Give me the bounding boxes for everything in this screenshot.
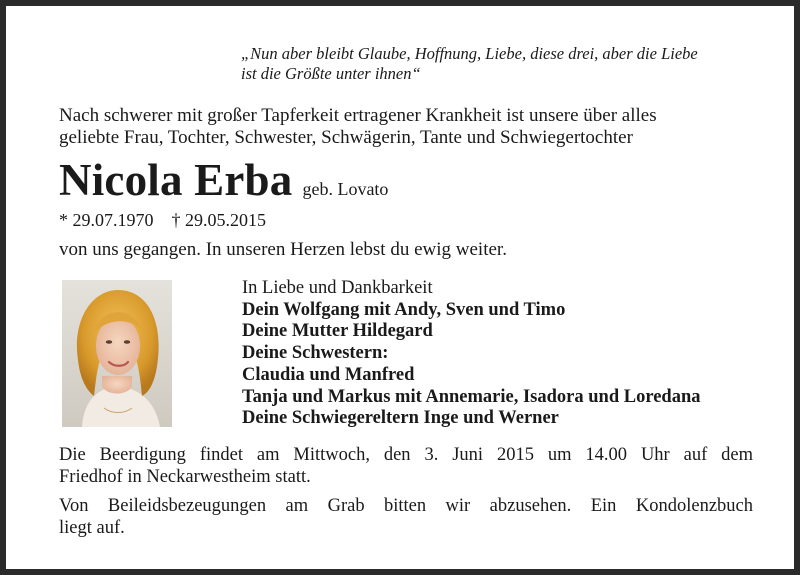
signoff-intro: In Liebe und Dankbarkeit <box>242 278 433 298</box>
condolence-notice <box>59 495 753 539</box>
mourner-line: Deine Schwiegereltern Inge und Werner <box>242 408 559 429</box>
quote-line-2: ist die Größte unter ihnen“ <box>241 64 421 83</box>
intro-line-2: geliebte Frau, Tochter, Schwester, Schwägerin, Tante und Schwiegertochter <box>59 127 633 148</box>
funeral-line-1: Die Beerdigung findet am Mittwoch, den 3. Juni 2015 um 14.00 Uhr auf dem <box>59 445 753 465</box>
condolence-line-2: liegt auf. <box>59 518 125 538</box>
deceased-name: Nicola Erba <box>59 155 293 205</box>
passed-away-text: von uns gegangen. In unseren Herzen lebst du ewig weiter. <box>59 239 507 260</box>
intro-line-1: Nach schwerer mit großer Tapferkeit ertragener Krankheit ist unsere über alles <box>59 105 657 126</box>
mourner-line: Deine Mutter Hildegard <box>242 321 433 342</box>
death-date: † 29.05.2015 <box>171 210 266 230</box>
mourner-line: Deine Schwestern: <box>242 343 389 364</box>
mourner-line: Dein Wolfgang mit Andy, Sven und Timo <box>242 299 566 320</box>
intro-text <box>59 105 759 149</box>
bible-quote <box>241 44 761 84</box>
mourner-line: Claudia und Manfred <box>242 364 415 385</box>
deceased-heading <box>59 152 388 208</box>
birth-date: * 29.07.1970 <box>59 210 154 230</box>
maiden-name: geb. Lovato <box>302 179 389 199</box>
condolence-line-1: Von Beileidsbezeugungen am Grab bitten wir abzusehen. Ein Kondolenzbuch <box>59 496 753 516</box>
funeral-line-2: Friedhof in Neckarwestheim statt. <box>59 467 311 487</box>
funeral-notice <box>59 444 753 488</box>
portrait-photo <box>62 280 172 427</box>
life-dates <box>59 209 266 231</box>
family-signoff <box>242 278 701 430</box>
mourner-line: Tanja und Markus mit Annemarie, Isadora und Loredana <box>242 386 701 407</box>
quote-line-1: „Nun aber bleibt Glaube, Hoffnung, Liebe, diese drei, aber die Liebe <box>241 44 698 63</box>
